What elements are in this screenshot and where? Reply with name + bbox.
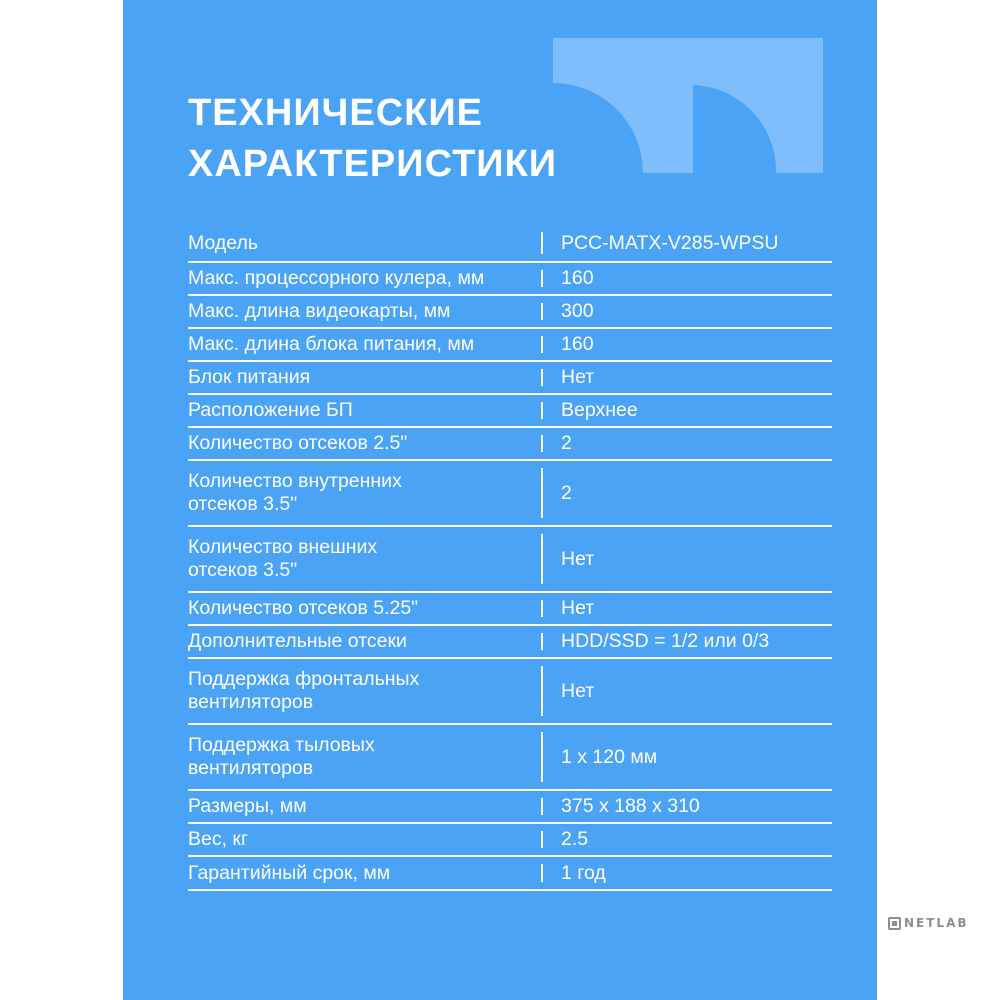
spec-label: Макс. процессорного кулера, мм <box>188 267 485 289</box>
spec-value: Нет <box>541 361 832 394</box>
spec-row-bays-5-25 <box>188 592 832 625</box>
spec-table <box>188 225 832 891</box>
spec-value: 160 <box>541 262 832 295</box>
spec-row-psu-length <box>188 328 832 361</box>
spec-value: 2 <box>541 460 832 526</box>
spec-label: Дополнительные отсеки <box>188 630 407 652</box>
spec-label: Макс. длина видеокарты, мм <box>188 300 451 322</box>
spec-label: Поддержка фронтальных <box>188 668 420 690</box>
spec-row-gpu <box>188 295 832 328</box>
spec-label: Размеры, мм <box>188 795 307 817</box>
spec-label: Количество внутренних <box>188 470 402 492</box>
spec-row-extra-bays <box>188 625 832 658</box>
spec-value: 300 <box>541 295 832 328</box>
spec-label: Вес, кг <box>188 828 249 850</box>
page-title <box>188 88 557 190</box>
spec-row-rear-fans <box>188 724 832 790</box>
spec-row-psu-position <box>188 394 832 427</box>
spec-value: 2.5 <box>541 823 832 856</box>
spec-row-internal-bays <box>188 460 832 526</box>
spec-row-model <box>188 225 832 262</box>
spec-label: Количество отсеков 5.25" <box>188 597 419 619</box>
spec-row-front-fans <box>188 658 832 724</box>
title-line-2: ХАРАКТЕРИСТИКИ <box>188 143 558 185</box>
spec-label: отсеков 3.5" <box>188 559 298 581</box>
netlab-logo-icon <box>888 917 901 930</box>
spec-label: вентиляторов <box>188 691 314 713</box>
spec-label: Расположение БП <box>188 399 353 421</box>
quote-mark-icon <box>553 38 823 173</box>
spec-row-cooler <box>188 262 832 295</box>
spec-row-weight <box>188 823 832 856</box>
spec-label: отсеков 3.5" <box>188 493 298 515</box>
spec-label: Количество отсеков 2.5" <box>188 432 408 454</box>
spec-label: Поддержка тыловых <box>188 734 375 756</box>
spec-row-bays-2-5 <box>188 427 832 460</box>
spec-panel <box>123 0 877 1000</box>
spec-label: Блок питания <box>188 366 311 388</box>
spec-row-dimensions <box>188 790 832 823</box>
spec-value: Верхнее <box>541 394 832 427</box>
netlab-logo-text: NETLAB <box>904 916 969 930</box>
spec-value: 160 <box>541 328 832 361</box>
spec-value: PCC-MATX-V285-WPSU <box>541 225 832 262</box>
spec-value: Нет <box>541 658 832 724</box>
title-line-1: ТЕХНИЧЕСКИЕ <box>188 92 483 134</box>
spec-value: 2 <box>541 427 832 460</box>
spec-value: HDD/SSD = 1/2 или 0/3 <box>541 625 832 658</box>
spec-label: Количество внешних <box>188 536 378 558</box>
spec-label: Модель <box>188 231 258 254</box>
spec-label: Макс. длина блока питания, мм <box>188 333 475 355</box>
spec-value: Нет <box>541 592 832 625</box>
spec-label: вентиляторов <box>188 757 314 779</box>
spec-value: Нет <box>541 526 832 592</box>
spec-row-external-bays <box>188 526 832 592</box>
spec-row-warranty <box>188 856 832 890</box>
netlab-logo <box>888 909 996 937</box>
spec-value: 1 x 120 мм <box>541 724 832 790</box>
spec-label: Гарантийный срок, мм <box>188 861 391 884</box>
spec-value: 375 x 188 x 310 <box>541 790 832 823</box>
spec-value: 1 год <box>541 856 832 890</box>
spec-row-psu <box>188 361 832 394</box>
